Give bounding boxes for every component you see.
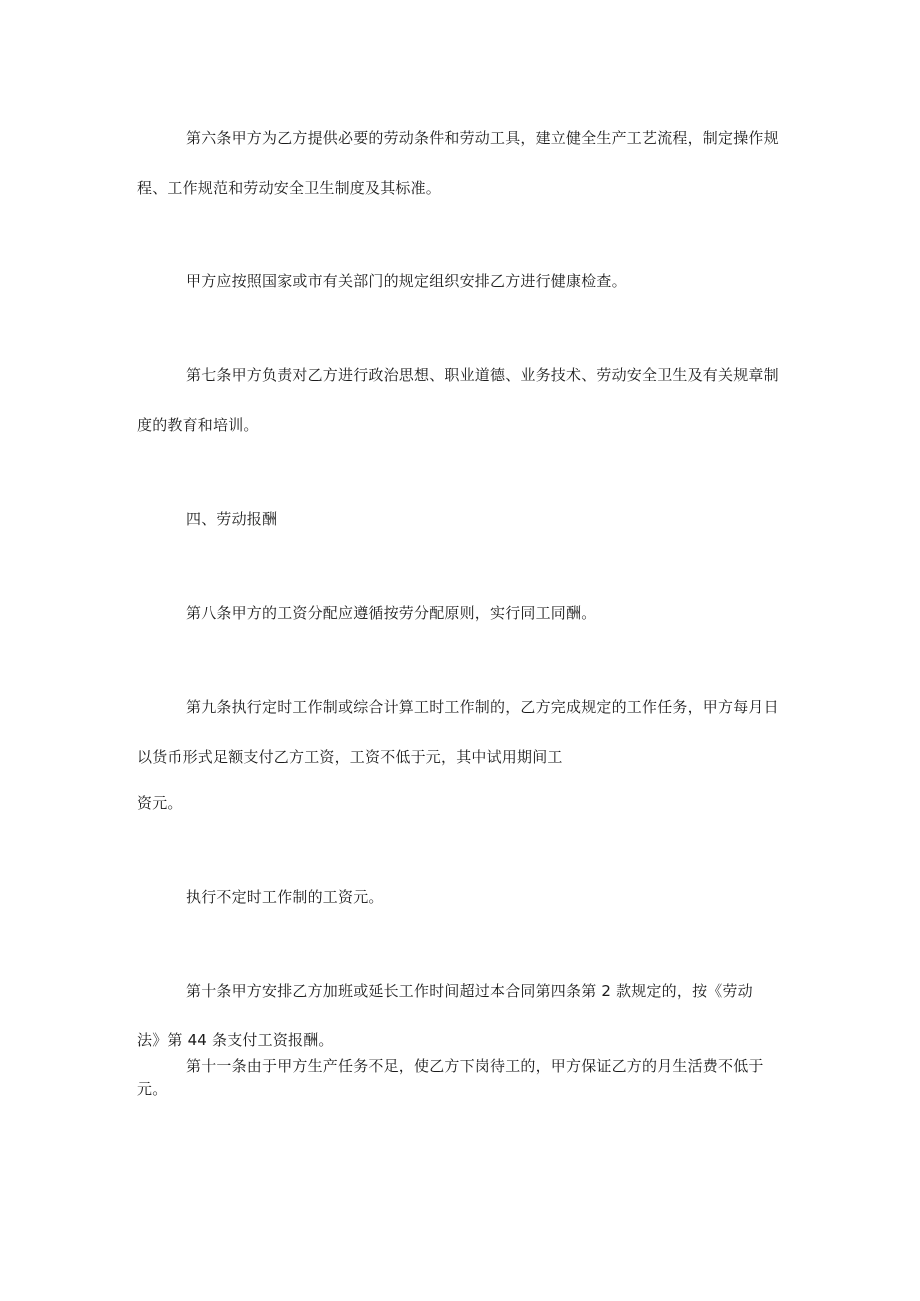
paragraph-line: 法》第 44 条支付工资报酬。: [137, 1031, 334, 1049]
paragraph-line: 程、工作规范和劳动安全卫生制度及其标准。: [137, 179, 442, 197]
paragraph-line: 第十条甲方安排乙方加班或延长工作时间超过本合同第四条第 2 款规定的，按《劳动: [186, 982, 753, 1000]
paragraph-line: 第八条甲方的工资分配应遵循按劳分配原则，实行同工同酬。: [186, 604, 597, 622]
paragraph-line: 元。: [137, 1080, 168, 1098]
paragraph-line: 执行不定时工作制的工资元。: [186, 888, 384, 906]
section-heading: 四、劳动报酬: [186, 510, 278, 528]
paragraph-line: 第七条甲方负责对乙方进行政治思想、职业道德、业务技术、劳动安全卫生及有关规章制: [186, 366, 779, 384]
paragraph-line: 资元。: [137, 794, 183, 812]
paragraph-line: 度的教育和培训。: [137, 416, 259, 434]
paragraph-line: 以货币形式足额支付乙方工资，工资不低于元，其中试用期间工: [137, 748, 563, 766]
paragraph-line: 第六条甲方为乙方提供必要的劳动条件和劳动工具，建立健全生产工艺流程，制定操作规: [186, 129, 779, 147]
paragraph-line: 甲方应按照国家或市有关部门的规定组织安排乙方进行健康检查。: [186, 272, 627, 290]
paragraph-line: 第九条执行定时工作制或综合计算工时工作制的，乙方完成规定的工作任务，甲方每月日: [186, 698, 779, 716]
paragraph-line: 第十一条由于甲方生产任务不足，使乙方下岗待工的，甲方保证乙方的月生活费不低于: [186, 1057, 764, 1075]
